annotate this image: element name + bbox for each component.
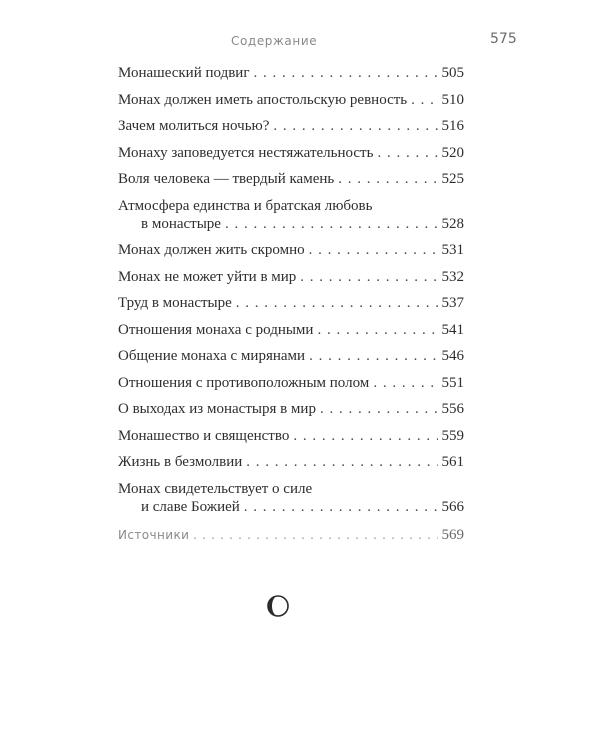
dot-leader bbox=[246, 453, 437, 471]
dot-leader bbox=[225, 215, 438, 233]
toc-entry[interactable] bbox=[118, 268, 464, 286]
toc-entry-page: 569 bbox=[441, 527, 464, 543]
toc-entry-page: 528 bbox=[441, 215, 464, 232]
dot-leader bbox=[338, 170, 437, 188]
dot-leader bbox=[236, 294, 438, 312]
running-title: Содержание bbox=[231, 34, 318, 48]
toc-entry-title: Воля человека — твердый камень bbox=[118, 171, 335, 187]
toc-entry-line bbox=[118, 170, 464, 188]
toc-entry-page: 561 bbox=[441, 454, 464, 470]
toc-entry[interactable] bbox=[118, 374, 464, 392]
dot-leader bbox=[293, 427, 437, 445]
toc-entry-title: в монастыре bbox=[141, 215, 221, 232]
toc-entry[interactable] bbox=[118, 400, 464, 418]
toc-entry-line bbox=[118, 241, 464, 259]
toc-entry-page: 537 bbox=[441, 295, 464, 311]
toc-entry[interactable] bbox=[118, 347, 464, 365]
toc-entry-line bbox=[118, 453, 464, 471]
dot-leader bbox=[373, 374, 437, 392]
toc-entry-title: Монашеский подвиг bbox=[118, 65, 250, 81]
toc-entry-title: Атмосфера единства и братская любовь bbox=[118, 197, 373, 214]
toc-entry-page: 520 bbox=[441, 144, 464, 161]
toc-entry[interactable] bbox=[118, 117, 464, 135]
toc-entry[interactable] bbox=[118, 91, 464, 109]
toc-entry-line bbox=[118, 498, 464, 516]
toc-entry[interactable] bbox=[118, 294, 464, 312]
toc-entry[interactable] bbox=[118, 453, 464, 471]
toc-entry-title: Монах свидетельствует о силе bbox=[118, 480, 313, 497]
dot-leader bbox=[377, 144, 437, 162]
dot-leader bbox=[309, 347, 437, 365]
toc-entry-title: Источники bbox=[118, 528, 190, 542]
toc-entry-page: 525 bbox=[441, 171, 464, 187]
toc-entry-page: 505 bbox=[441, 65, 464, 81]
toc-entry-title: Жизнь в безмолвии bbox=[118, 454, 243, 470]
toc-entry-line bbox=[118, 144, 464, 162]
toc-entry-title: Монах должен жить скромно bbox=[118, 242, 305, 258]
toc-entry-page: 541 bbox=[441, 321, 464, 338]
toc-entry-page: 531 bbox=[441, 242, 464, 258]
toc-entry[interactable] bbox=[118, 480, 464, 516]
toc-entry-title: Монашество и священство bbox=[118, 427, 290, 444]
toc-entry-title: Зачем молиться ночью? bbox=[118, 118, 270, 134]
toc-entry-line bbox=[118, 480, 464, 498]
toc-entry-page: 559 bbox=[441, 427, 464, 444]
toc-entry-title: Общение монаха с мирянами bbox=[118, 348, 306, 364]
toc-entry-title: О выходах из монастыря в мир bbox=[118, 401, 316, 417]
dot-leader bbox=[317, 321, 437, 339]
toc-entry[interactable] bbox=[118, 144, 464, 162]
toc-entry-line bbox=[118, 64, 464, 82]
dot-leader bbox=[253, 64, 437, 82]
toc-entry-title: и славе Божией bbox=[141, 498, 240, 515]
toc-entry-line bbox=[118, 427, 464, 445]
toc-entry-title: Монаху заповедуется нестяжательность bbox=[118, 144, 374, 161]
dot-leader bbox=[244, 498, 438, 516]
toc-entry[interactable] bbox=[118, 321, 464, 339]
toc-entry-line bbox=[118, 321, 464, 339]
toc-entry-line bbox=[118, 117, 464, 135]
toc-entry-sources[interactable] bbox=[118, 526, 464, 544]
toc-entry-page: 516 bbox=[441, 118, 464, 134]
dot-leader bbox=[411, 91, 437, 109]
toc-entry-line bbox=[118, 268, 464, 286]
toc-entry-page: 566 bbox=[441, 498, 464, 515]
crescent-circle-icon bbox=[266, 594, 290, 618]
toc-entry[interactable] bbox=[118, 241, 464, 259]
dot-leader bbox=[273, 117, 437, 135]
toc-entry-title: Монах не может уйти в мир bbox=[118, 268, 297, 285]
dot-leader bbox=[193, 527, 437, 545]
dot-leader bbox=[309, 241, 438, 259]
page-number: 575 bbox=[490, 31, 517, 47]
toc-entry-title: Труд в монастыре bbox=[118, 295, 232, 311]
toc-entry-line bbox=[118, 400, 464, 418]
toc-entry[interactable] bbox=[118, 427, 464, 445]
toc-entry-title: Отношения монаха с родными bbox=[118, 321, 314, 338]
toc-entry-line bbox=[118, 215, 464, 233]
toc-entry-title: Монах должен иметь апостольскую ревность bbox=[118, 91, 408, 108]
toc-entry-line bbox=[118, 347, 464, 365]
toc-entry-page: 532 bbox=[441, 268, 464, 285]
dot-leader bbox=[320, 400, 438, 418]
toc-entry-title: Отношения с противоположным полом bbox=[118, 374, 370, 391]
table-of-contents bbox=[118, 64, 464, 524]
toc-entry-line bbox=[118, 91, 464, 109]
dot-leader bbox=[300, 268, 437, 286]
toc-entry-line bbox=[118, 294, 464, 312]
toc-entry[interactable] bbox=[118, 64, 464, 82]
toc-entry-line bbox=[118, 197, 464, 215]
toc-entry-line bbox=[118, 374, 464, 392]
toc-entry[interactable] bbox=[118, 197, 464, 233]
toc-entry-page: 510 bbox=[441, 91, 464, 108]
toc-entry-page: 546 bbox=[441, 348, 464, 364]
toc-entry-page: 551 bbox=[441, 374, 464, 391]
toc-entry[interactable] bbox=[118, 170, 464, 188]
toc-entry-page: 556 bbox=[441, 401, 464, 417]
